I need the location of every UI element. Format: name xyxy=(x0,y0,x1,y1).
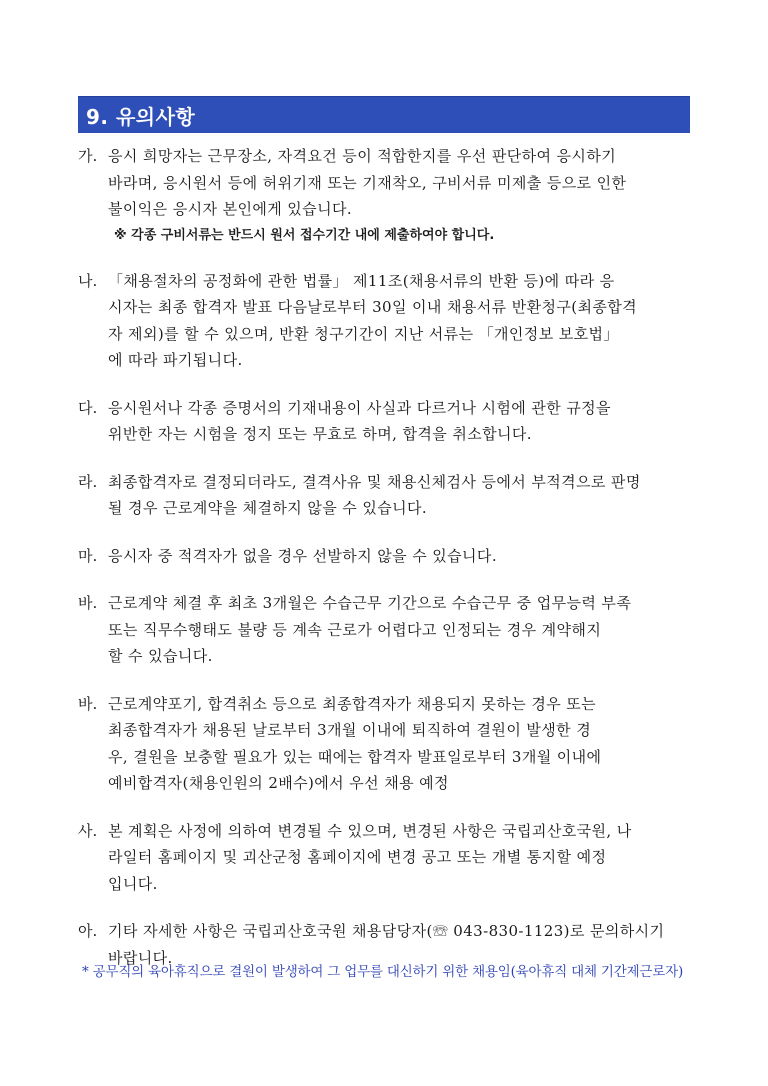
list-item-body xyxy=(108,268,692,374)
text-line: 우, 결원을 보충할 필요가 있는 때에는 합격자 발표일로부터 3개월 이내에 xyxy=(108,747,602,766)
list-item-marker: 다. xyxy=(78,398,98,417)
text-line: 응시 희망자는 근무장소, 자격요건 등이 적합한지를 우선 판단하여 응시하기 xyxy=(108,147,617,165)
notice-list xyxy=(78,143,692,992)
footnote: * 공무직의 육아휴직으로 결원이 발생하여 그 업무를 대신하기 위한 채용임(육아휴직 대체 기간제근로자) xyxy=(82,964,684,980)
list-item-text xyxy=(108,590,692,670)
text-line: 최종합격자로 결정되더라도, 결격사유 및 채용신체검사 등에서 부적격으로 판명 xyxy=(108,472,641,491)
list-item-text xyxy=(108,268,692,374)
list-item-text xyxy=(108,469,692,522)
section-title: 9. 유의사항 xyxy=(86,104,196,129)
list-item-body xyxy=(108,691,692,797)
text-line: 또는 직무수행태도 불량 등 계속 근로가 어렵다고 인정되는 경우 계약해지 xyxy=(108,620,602,639)
list-item-body xyxy=(108,395,692,448)
text-line: 응시자 중 적격자가 없을 경우 선발하지 않을 수 있습니다. xyxy=(108,546,497,565)
text-line: 기타 자세한 사항은 국립괴산호국원 채용담당자(☏ 043-830-1123)로 문의하시기 xyxy=(108,922,665,940)
text-line: 입니다. xyxy=(108,874,158,893)
list-item-text xyxy=(108,818,692,898)
section-header xyxy=(78,96,690,133)
list-item-text xyxy=(108,395,692,448)
list-item-body xyxy=(108,590,692,670)
list-item-text xyxy=(108,691,692,797)
list-item xyxy=(78,590,692,670)
list-item xyxy=(78,469,692,522)
list-item-body xyxy=(108,543,692,570)
list-item-marker: 아. xyxy=(78,922,98,940)
list-item-text xyxy=(108,543,692,570)
list-item-marker: 나. xyxy=(78,271,98,290)
text-line: 자 제외)를 할 수 있으며, 반환 청구기간이 지난 서류는 「개인정보 보호법」 xyxy=(108,324,619,343)
text-line: 될 경우 근로계약을 체결하지 않을 수 있습니다. xyxy=(108,499,428,517)
list-item-marker: 라. xyxy=(78,472,98,491)
list-item-marker: 사. xyxy=(78,821,98,840)
text-line: 응시원서나 각종 증명서의 기재내용이 사실과 다르거나 시험에 관한 규정을 xyxy=(108,398,611,417)
list-item xyxy=(78,543,692,570)
list-item xyxy=(78,268,692,374)
list-item-body xyxy=(108,469,692,522)
list-item xyxy=(78,818,692,898)
list-item xyxy=(78,143,692,247)
list-item-marker: 가. xyxy=(78,147,98,165)
list-item-note: ※ 각종 구비서류는 반드시 원서 접수기간 내에 제출하여야 합니다. xyxy=(114,227,495,243)
text-line: 근로계약 체결 후 최초 3개월은 수습근무 기간으로 수습근무 중 업무능력 부족 xyxy=(108,594,632,612)
list-item-text xyxy=(108,143,692,223)
list-item-marker: 바. xyxy=(78,594,98,612)
text-line: 본 계획은 사정에 의하여 변경될 수 있으며, 변경된 사항은 국립괴산호국원, 나 xyxy=(108,821,632,840)
text-line: 시자는 최종 합격자 발표 다음날로부터 30일 이내 채용서류 반환청구(최종합격 xyxy=(108,298,638,316)
text-line: 「채용절차의 공정화에 관한 법률」 제11조(채용서류의 반환 등)에 따라 응 xyxy=(108,271,615,290)
text-line: 불이익은 응시자 본인에게 있습니다. xyxy=(108,200,353,218)
text-line: 최종합격자가 채용된 날로부터 3개월 이내에 퇴직하여 결원이 발생한 경 xyxy=(108,721,592,739)
text-line: 바랍니다. xyxy=(108,948,173,967)
list-item xyxy=(78,395,692,448)
text-line: 위반한 자는 시험을 정지 또는 무효로 하며, 합격을 취소합니다. xyxy=(108,425,532,443)
list-item-body xyxy=(108,818,692,898)
text-line: 바라며, 응시원서 등에 허위기재 또는 기재착오, 구비서류 미제출 등으로 인한 xyxy=(108,173,627,192)
list-item-marker: 마. xyxy=(78,546,98,565)
text-line: 라일터 홈페이지 및 괴산군청 홈페이지에 변경 공고 또는 개별 통지할 예정 xyxy=(108,848,607,866)
text-line: 할 수 있습니다. xyxy=(108,647,213,665)
text-line: 근로계약포기, 합격취소 등으로 최종합격자가 채용되지 못하는 경우 또는 xyxy=(108,694,597,713)
list-item xyxy=(78,691,692,797)
list-item-marker: 바. xyxy=(78,694,98,713)
text-line: 예비합격자(채용인원의 2배수)에서 우선 채용 예정 xyxy=(108,774,449,792)
list-item-body xyxy=(108,143,692,247)
text-line: 에 따라 파기됩니다. xyxy=(108,351,243,369)
